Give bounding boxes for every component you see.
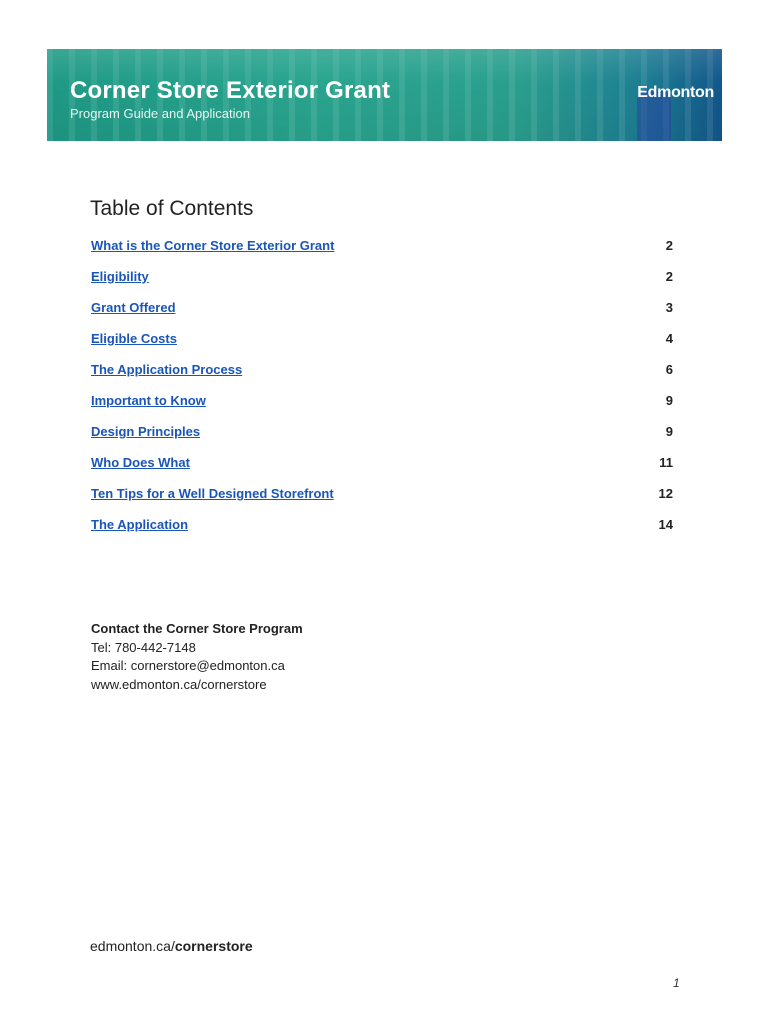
- contact-email: Email: cornerstore@edmonton.ca: [91, 658, 285, 673]
- toc-page-number: 3: [665, 300, 673, 315]
- toc-entry: [91, 486, 673, 517]
- toc-entry: [91, 393, 673, 424]
- toc-heading: Table of Contents: [90, 197, 254, 220]
- toc-link[interactable]: Grant Offered: [91, 300, 176, 315]
- toc-entry: [91, 269, 673, 300]
- footer-url: [90, 938, 253, 954]
- footer-url-bold: cornerstore: [174, 938, 253, 954]
- toc-link[interactable]: The Application Process: [91, 362, 243, 377]
- toc-entry: [91, 300, 673, 331]
- toc-entry: [91, 424, 673, 455]
- toc-entry: [91, 362, 673, 393]
- toc-link[interactable]: The Application: [91, 517, 189, 532]
- document-subtitle: Program Guide and Application: [70, 106, 250, 121]
- toc-link[interactable]: Eligible Costs: [91, 331, 177, 346]
- toc-entry: [91, 331, 673, 362]
- toc-link[interactable]: Ten Tips for a Well Designed Storefront: [91, 486, 334, 501]
- contact-block: [91, 620, 303, 694]
- toc-page-number: 2: [665, 238, 673, 253]
- toc-page-number: 12: [658, 486, 673, 501]
- toc-link[interactable]: What is the Corner Store Exterior Grant: [91, 238, 335, 253]
- contact-phone: Tel: 780-442-7148: [91, 639, 196, 655]
- header-banner: [47, 49, 722, 141]
- toc-page-number: 9: [665, 424, 673, 439]
- toc-entry: [91, 517, 673, 548]
- table-of-contents: [91, 238, 673, 548]
- toc-page-number: 2: [665, 269, 673, 284]
- toc-page-number: 11: [659, 455, 673, 470]
- toc-link[interactable]: Eligibility: [91, 269, 149, 284]
- edmonton-logo: Edmonton: [637, 84, 714, 101]
- toc-page-number: 6: [665, 362, 673, 377]
- document-title: Corner Store Exterior Grant: [70, 77, 391, 104]
- toc-page-number: 4: [665, 331, 673, 346]
- toc-link[interactable]: Important to Know: [91, 393, 206, 408]
- toc-link[interactable]: Who Does What: [91, 455, 190, 470]
- contact-website: www.edmonton.ca/cornerstore: [91, 676, 267, 692]
- toc-entry: [91, 238, 673, 269]
- contact-title: Contact the Corner Store Program: [91, 621, 303, 636]
- toc-page-number: 14: [658, 517, 673, 532]
- page-number: 1: [673, 976, 680, 990]
- toc-page-number: 9: [665, 393, 673, 408]
- footer-url-prefix: edmonton.ca/: [90, 938, 175, 954]
- toc-link[interactable]: Design Principles: [91, 424, 201, 439]
- toc-entry: [91, 455, 673, 486]
